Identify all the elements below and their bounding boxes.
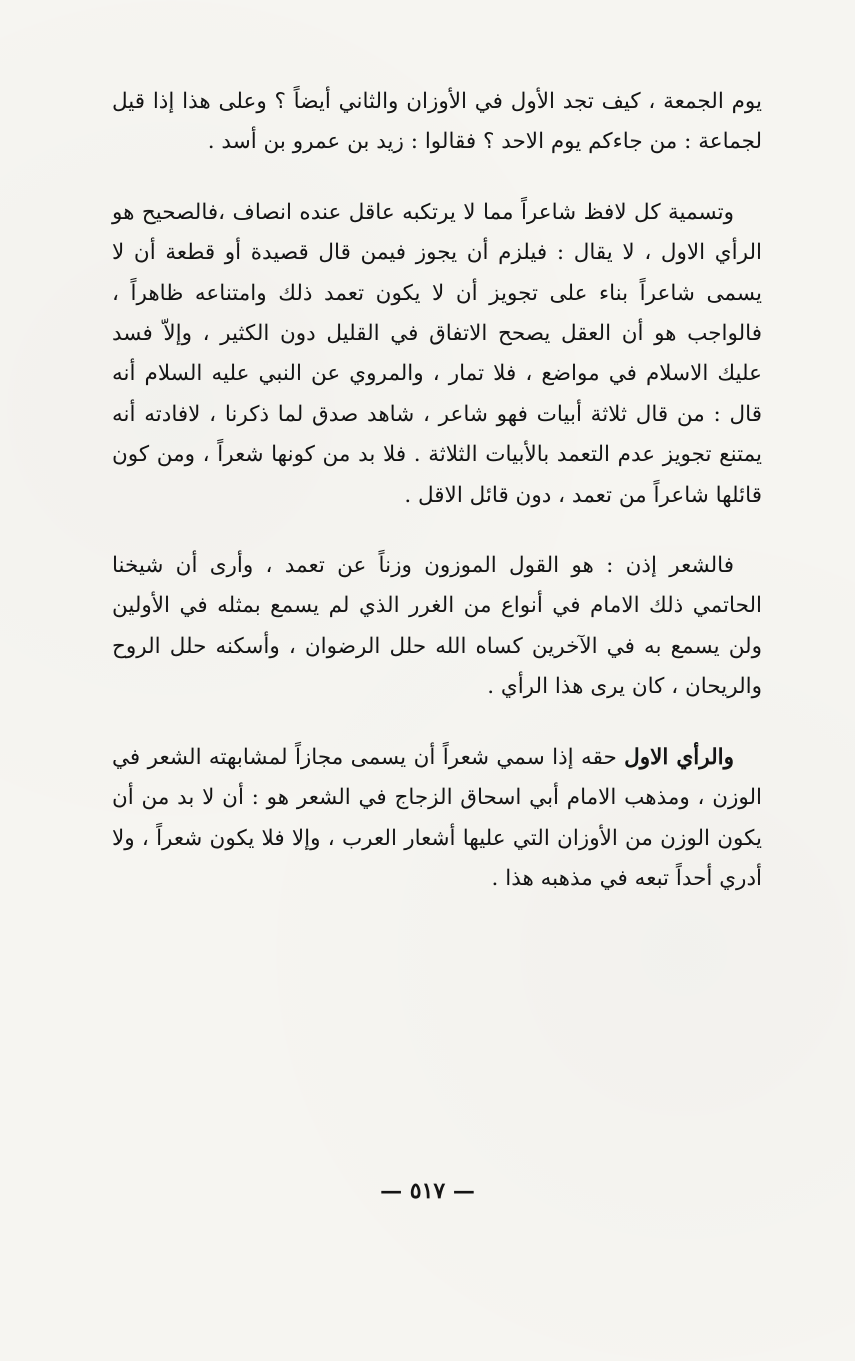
page-number: — ٥١٧ — [380, 1178, 475, 1204]
paragraph-3: فالشعر إذن : هو القول الموزون وزناً عن تعمد ، وأرى أن شيخنا الحاتمي ذلك الامام في أنواع من الغرر الذي لم يسمع بمثله في الأولين ولن يسمع به في الآخرين كساه الله حلل الرضوان ، وأسكنه حلل الروح والريحان ، كان يرى هذا الرأي . [112, 553, 762, 700]
paragraph-4 [112, 738, 762, 900]
paragraph-1: يوم الجمعة ، كيف تجد الأول في الأوزان والثاني أيضاً ؟ وعلى هذا إذا قيل لجماعة : من جاءكم يوم الاحد ؟ فقالوا : زيد بن عمرو بن أسد . [112, 89, 762, 155]
body-text [112, 82, 762, 899]
paragraph-4-body: حقه إذا سمي شعراً أن يسمى مجازاً لمشابهته الشعر في الوزن ، ومذهب الامام أبي اسحاق الزجاج في الشعر هو : أن لا بد من أن يكون الوزن من الأوزان التي عليها أشعار العرب ، وإلا فلا يكون شعراً ، ولا أدري أحداً تبعه في مذهبه هذا . [112, 744, 762, 891]
paragraph-2: وتسمية كل لافظ شاعراً مما لا يرتكبه عاقل عنده انصاف ،فالصحيح هو الرأي الاول ، لا يقال : فيلزم أن يجوز فيمن قال قصيدة أو قطعة أن لا يسمى شاعراً بناء على تجويز أن لا يكون تعمد ذلك وامتناعه ظاهراً ، فالواجب هو أن العقل يصحح الاتفاق في القليل دون الكثير ، وإلاّ فسد عليك الاسلام في مواضع ، فلا تمار ، والمروي عن النبي عليه السلام أنه قال : من قال ثلاثة أبيات فهو شاعر ، شاهد صدق لما ذكرنا ، لافادته أنه يمتنع تجويز عدم التعمد بالأبيات الثلاثة . فلا بد من كونها شعراً ، ومن كون قائلها شاعراً من تعمد ، دون قائل الاقل . [112, 199, 762, 508]
paragraph-4-lead: والرأي الاول [624, 744, 735, 770]
